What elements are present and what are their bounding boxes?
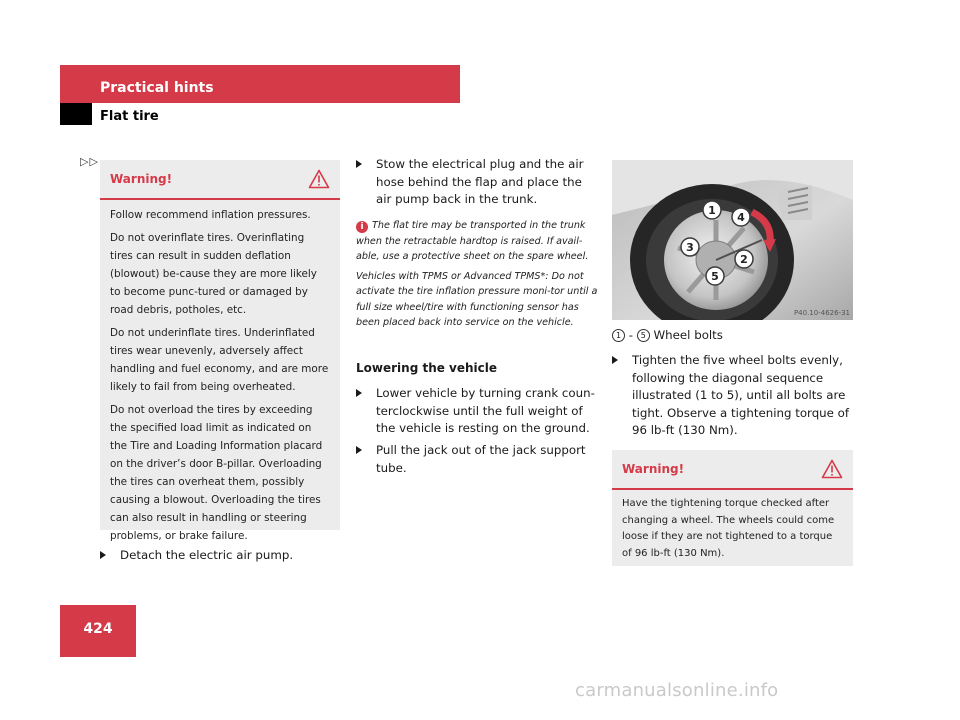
warning-paragraph: Have the tightening torque checked after changing a wheel. The wheels could come loose if they are not tightened to a torque of 96 lb-ft (130 Nm). bbox=[622, 498, 835, 559]
bullet-arrow-icon bbox=[356, 389, 362, 397]
step-stow-plug: Stow the electrical plug and the air hose behind the flap and place the air pump back in the trunk. bbox=[356, 156, 596, 209]
continued-mark: ▷▷ bbox=[80, 155, 99, 168]
step-pull-jack: Pull the jack out of the jack support tube. bbox=[356, 442, 596, 477]
bullet-arrow-icon bbox=[100, 551, 106, 559]
warning-header bbox=[100, 160, 340, 200]
bolt-label-4: 4 bbox=[737, 211, 745, 224]
warning-header bbox=[612, 450, 853, 490]
figure-code: P40.10-4626-31 bbox=[793, 309, 850, 317]
info-icon: i bbox=[356, 221, 368, 233]
bolt-label-1: 1 bbox=[708, 204, 716, 217]
step-detach-pump: Detach the electric air pump. bbox=[100, 547, 340, 565]
warning-triangle-icon bbox=[821, 459, 843, 479]
figure-caption: 1 - 5 Wheel bolts bbox=[612, 328, 723, 342]
section-title: Practical hints bbox=[100, 80, 214, 96]
page-number-box bbox=[60, 605, 136, 657]
warning-paragraph: Follow recommend inflation pressures. bbox=[110, 209, 311, 221]
circled-number: 1 bbox=[612, 329, 625, 342]
info-notes bbox=[356, 218, 600, 335]
tpms-note: Vehicles with TPMS or Advanced TPMS*: Do not activate the tire inflation pressure moni-tor until a full size wheel/tire with functioning sensor has been placed back into service on the vehicle. bbox=[356, 270, 598, 328]
warning-paragraph: Do not overinflate tires. Overinflating tires can result in sudden deflation (blowout) be-cause they are more likely to become punc-tured or damaged by road debris, potholes, etc. bbox=[110, 232, 317, 316]
warning-title: Warning! bbox=[110, 172, 173, 186]
bolt-label-2: 2 bbox=[740, 253, 748, 266]
step-tighten-bolts: Tighten the five wheel bolts evenly, following the diagonal sequence illustrated (1 to 5), until all bolts are tight. Observe a tightening torque of 96 lb-ft (130 Nm). bbox=[612, 352, 852, 440]
bullet-arrow-icon bbox=[356, 160, 362, 168]
watermark: carmanualsonline.info bbox=[575, 680, 779, 701]
bullet-arrow-icon bbox=[612, 356, 618, 364]
warning-box-right bbox=[612, 450, 853, 566]
info-note: i The flat tire may be transported in the trunk when the retractable hardtop is raised. If avail-able, use a protective sheet on the spare wheel. bbox=[356, 220, 589, 262]
warning-paragraph: Do not underinflate tires. Underinflated tires wear unevenly, adversely affect handling and fuel economy, and are more likely to fail from being overheated. bbox=[110, 327, 329, 393]
header-marker bbox=[60, 103, 92, 125]
bullet-arrow-icon bbox=[356, 446, 362, 454]
bolt-label-5: 5 bbox=[711, 270, 719, 283]
bolt-label-3: 3 bbox=[686, 241, 694, 254]
circled-number: 5 bbox=[637, 329, 650, 342]
warning-title: Warning! bbox=[622, 462, 685, 476]
step-lower-vehicle: Lower vehicle by turning crank coun-terclockwise until the full weight of the vehicle is resting on the ground. bbox=[356, 385, 600, 438]
page-number: 424 bbox=[83, 621, 113, 637]
wheel-bolt-figure bbox=[612, 160, 853, 320]
warning-box-left bbox=[100, 160, 340, 542]
warning-triangle-icon bbox=[308, 169, 330, 189]
warning-paragraph: Do not overload the tires by exceeding the specified load limit as indicated on the Tire and Loading Information placard on the driver’s door B-pillar. Overloading the tires can overheat them, possibly causing a blowout. Overloading the tires can also result in handling or steering problems, or brake failure. bbox=[110, 404, 323, 542]
subsection-title: Flat tire bbox=[100, 109, 159, 124]
subhead-lowering: Lowering the vehicle bbox=[356, 361, 498, 375]
